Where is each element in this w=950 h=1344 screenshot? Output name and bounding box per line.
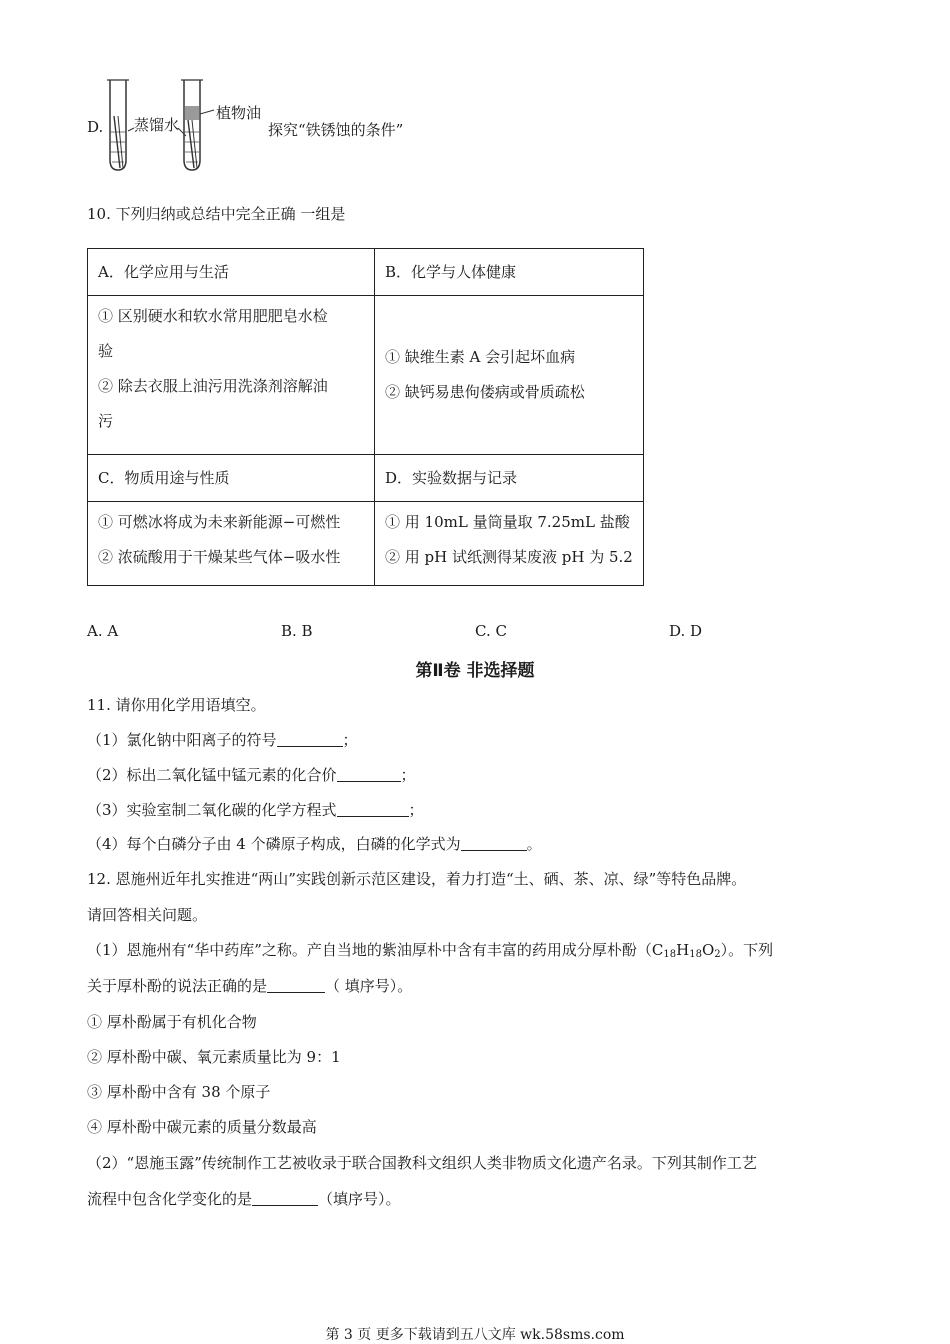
page-footer: 第 3 页 更多下载请到五八文库 wk.58sms.com (325, 1327, 625, 1343)
q11-item-4 (87, 834, 542, 854)
q12-part1-line2-text: 关于厚朴酚的说法正确的是 (87, 977, 268, 995)
cell-a-line: 污 (98, 412, 114, 430)
q12-part1-line1 (87, 940, 773, 965)
cell-b-content (375, 296, 644, 455)
cell-b-line: ② 缺钙易患佝偻病或骨质疏松 (385, 383, 585, 401)
q11-item-3 (87, 800, 424, 820)
q11-item-1 (87, 730, 358, 750)
test-tubes-illustration (100, 76, 260, 174)
q11-stem: 11. 请你用化学用语填空。 (87, 696, 266, 714)
q10-stem: 10. 下列归纳或总结中完全正确 一组是 (87, 205, 346, 223)
q11-item-1-text: （1）氯化钠中阳离子的符号 (87, 731, 277, 749)
cell-c-line: ① 可燃冰将成为未来新能源−可燃性 (98, 513, 341, 531)
label-vegetable-oil: 植物油 (216, 104, 262, 122)
cell-c-header: C．物质用途与性质 (88, 455, 375, 502)
cell-c-content (88, 502, 375, 586)
answer-blank (337, 767, 401, 782)
cell-d-header: D．实验数据与记录 (375, 455, 644, 502)
q12-part2-line2 (87, 1189, 401, 1209)
label-distilled-water: 蒸馏水 (134, 116, 180, 134)
cell-b-line: ① 缺维生素 A 会引起坏血病 (385, 348, 576, 366)
q11-item-4-text: （4）每个白磷分子由 4 个磷原子构成，白磷的化学式为 (87, 835, 461, 853)
cell-c-line: ② 浓硫酸用于干燥某些气体−吸水性 (98, 548, 341, 566)
cell-a-content (88, 296, 375, 455)
q12-stem-line2: 请回答相关问题。 (87, 906, 208, 924)
q12-stem-line1: 12. 恩施州近年扎实推进“两山”实践创新示范区建设，着力打造“土、硒、茶、凉、绿”等特色品牌。 (87, 870, 747, 888)
q12-statement-4: ④ 厚朴酚中碳元素的质量分数最高 (87, 1118, 317, 1136)
section-title: 第Ⅱ卷 非选择题 (415, 661, 535, 681)
q11-item-2-text: （2）标出二氧化锰中锰元素的化合价 (87, 766, 337, 784)
answer-blank (461, 836, 527, 851)
q12-part1-tail: ）。下列 (720, 941, 774, 959)
q10-option-d: D. D (669, 622, 703, 640)
formula-subscript: 18 (689, 949, 702, 960)
q11-item-2-end: ； (400, 766, 416, 784)
q12-part2-line1: （2）“恩施玉露”传统制作工艺被收录于联合国教科文组织人类非物质文化遗产名录。下列其制作工艺 (87, 1154, 757, 1172)
q10-option-c: C. C (475, 622, 507, 640)
cell-a-line: 验 (98, 342, 114, 360)
q12-part1-line2 (87, 976, 412, 996)
cell-a-line: ① 区别硬水和软水常用肥肥皂水检 (98, 307, 328, 325)
q11-item-4-end: 。 (526, 835, 542, 853)
q11-item-3-text: （3）实验室制二氧化碳的化学方程式 (87, 801, 337, 819)
q12-statement-3: ③ 厚朴酚中含有 38 个原子 (87, 1083, 271, 1101)
q10-option-a: A. A (87, 622, 119, 640)
q10-option-b: B. B (281, 622, 313, 640)
cell-a-line: ② 除去衣服上油污用洗涤剂溶解油 (98, 377, 328, 395)
formula-subscript: 2 (714, 949, 721, 960)
q12-part1-line2-tail: （ 填序号）。 (325, 977, 413, 995)
cell-d-content (375, 502, 644, 586)
q11-item-2 (87, 765, 416, 785)
q9-option-d-letter: D. (87, 118, 104, 136)
q12-part2-line2-tail: （填序号）。 (318, 1190, 401, 1208)
cell-d-line: ① 用 10mL 量筒量取 7.25mL 盐酸 (385, 513, 630, 531)
cell-d-line: ② 用 pH 试纸测得某废液 pH 为 5.2 (385, 548, 633, 566)
cell-b-header: B．化学与人体健康 (375, 249, 644, 296)
formula-subscript: 18 (663, 949, 677, 960)
q12-statement-1: ① 厚朴酚属于有机化合物 (87, 1013, 257, 1031)
q9-option-d-caption: 探究“铁锈蚀的条件” (268, 121, 404, 139)
q12-part1-text: （1）恩施州有“华中药库”之称。产自当地的紫油厚朴中含有丰富的药用成分厚朴酚（C (87, 941, 664, 959)
q10-table (87, 248, 644, 586)
answer-blank (267, 978, 325, 993)
q12-part2-line2-text: 流程中包含化学变化的是 (87, 1190, 253, 1208)
cell-a-header: A．化学应用与生活 (88, 249, 375, 296)
answer-blank (337, 802, 409, 817)
q11-item-1-end: ； (342, 731, 358, 749)
q11-item-3-end: ； (408, 801, 424, 819)
formula-element: O (701, 941, 715, 959)
answer-blank (277, 732, 343, 747)
q12-statement-2: ② 厚朴酚中碳、氧元素质量比为 9：1 (87, 1048, 341, 1066)
formula-element: H (676, 941, 690, 959)
answer-blank (252, 1191, 318, 1206)
